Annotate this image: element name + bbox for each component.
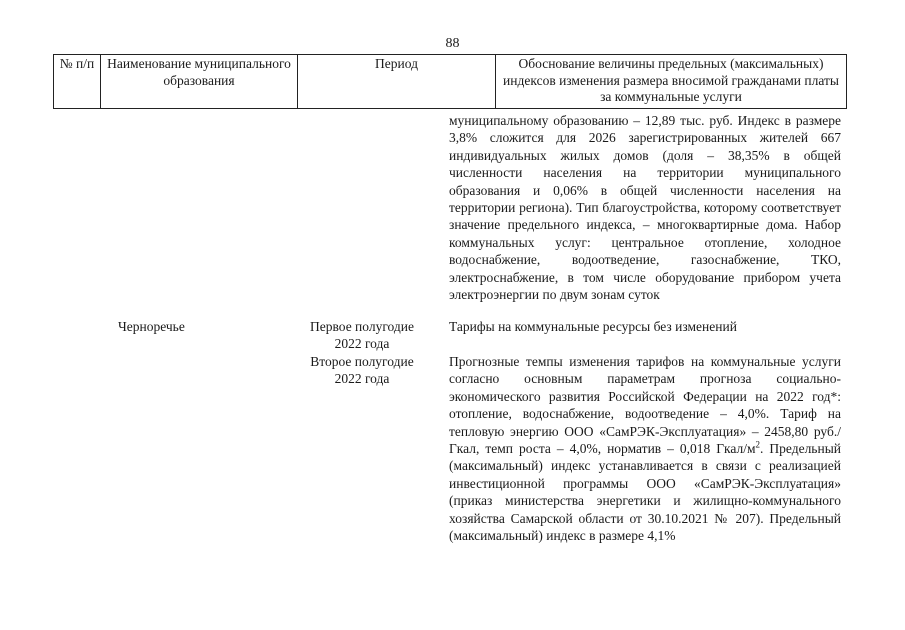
basis-second-half xyxy=(449,353,841,544)
table-header xyxy=(53,54,847,109)
header-cell-period: Период xyxy=(298,55,496,109)
header-row xyxy=(54,55,847,109)
unit-superscript: 2 xyxy=(755,439,761,450)
header-cell-number: № п/п xyxy=(54,55,101,109)
basis-first-half: Тарифы на коммунальные ресурсы без изменений xyxy=(449,319,737,334)
header-cell-basis: Обоснование величины предельных (максимальных) индексов изменения размера вносимой гражданами платы за коммунальные услуги xyxy=(496,55,847,109)
continuation-text: муниципальному образованию – 12,89 тыс. руб. Индекс в размере 3,8% сложится для 2026 зарегистрированных жителей 667 индивидуальных жилых домов (доля – 38,35% в общей численности населения на территории муниципального образования и 0,06% в общей численности населения на территории региона). Тип благоустройства, которому соответствует значение предельного индекса, – многоквартирные дома. Набор коммунальных услуг: центральное отопление, холодное водоснабжение, водоотведение, газоснабжение, ТКО, электроснабжение, в том числе оборудование прибором учета электроэнергии по двум зонам суток xyxy=(449,113,841,303)
basis-second-half-part2: . Предельный (максимальный) индекс устанавливается в связи с реализацией инвестиционной программы ООО «СамРЭК-Эксплуатация» (приказ министерства энергетики и жилищно-коммунального хозяйства Самарской области от 30.10.2021 № 207). Предельный (максимальный) индекс в размере 4,1% xyxy=(449,441,841,544)
period-second-half: Второе полугодие 2022 года xyxy=(310,354,414,387)
period-first-half: Первое полугодие 2022 года xyxy=(310,319,414,352)
basis-second-half-part1: Прогнозные темпы изменения тарифов на коммунальные услуги согласно основным параметрам прогноза социально-экономического развития Российской Федерации на 2022 год*: отопление, водоснабжение, водоотведение – 4,0%. Тариф на тепловую энергию ООО «СамРЭК-Эксплуатация» – 2458,80 руб./Гкал, темп роста – 4,0%, норматив – 0,018 Гкал/м xyxy=(449,354,841,457)
header-cell-municipality: Наименование муниципального образования xyxy=(101,55,298,109)
municipality-name: Черноречье xyxy=(118,319,185,334)
page-number: 88 xyxy=(445,36,460,51)
